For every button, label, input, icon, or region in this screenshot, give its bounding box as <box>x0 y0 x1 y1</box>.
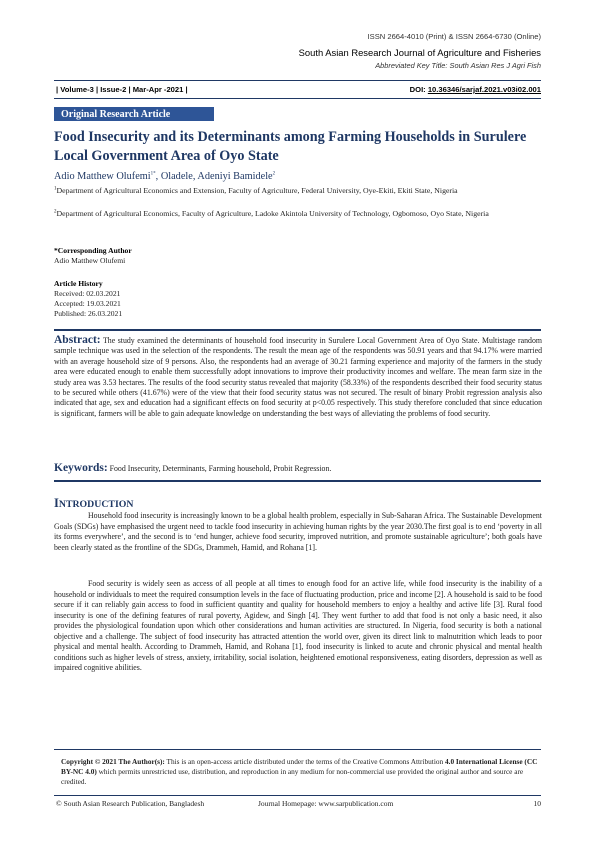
copyright-bold-1: Copyright © 2021 The Author(s): <box>61 757 165 766</box>
doi-link[interactable]: 10.36346/sarjaf.2021.v03i02.001 <box>427 85 541 94</box>
heading-rest: NTRODUCTION <box>58 499 134 510</box>
copyright-text-2: which permits unrestricted use, distribution, and reproduction in any medium for non-commercial use provided the original author and source are credited. <box>61 767 524 786</box>
author-2-sup: 2 <box>272 171 276 177</box>
heading-initial: I <box>54 496 59 510</box>
affiliation-2 <box>54 209 541 220</box>
abbreviated-title: Abbreviated Key Title: South Asian Res J Agri Fish <box>375 61 541 70</box>
doi <box>340 85 541 94</box>
issn-line: ISSN 2664-4010 (Print) & ISSN 2664-6730 (Online) <box>367 32 541 41</box>
journal-name: South Asian Research Journal of Agriculture and Fisheries <box>298 47 541 58</box>
header-rule-top <box>54 80 541 81</box>
author-line <box>54 171 534 182</box>
keywords-rule <box>54 480 541 482</box>
keywords-text: Food Insecurity, Determinants, Farming household, Probit Regression. <box>109 464 332 473</box>
keywords-label: Keywords: <box>54 462 108 474</box>
corresponding-label: *Corresponding Author <box>54 246 132 255</box>
footer-publisher: © South Asian Research Publication, Bangladesh <box>56 799 205 808</box>
copyright-rule <box>54 749 541 750</box>
abstract-rule <box>54 329 541 331</box>
article-type: Original Research Article <box>61 108 171 120</box>
copyright-text-1: This is an open-access article distributed under the terms of the Creative Commons Attribution <box>164 757 445 766</box>
intro-paragraph-1: Household food insecurity is increasingly known to be a global health problem, especially in Sub-Saharan Africa. The Sustainable Development Goals (SDGs) have emphasised the urgent need to tackle food insecurity in achieving human rights by the year 2030.The first goal is to end ‘poverty in all its forms everywhere’, and the second is to ‘end hunger, achieve food security, improved nutrition, and promote sustainable agriculture’; both goals have been clearly stated as the frontline of the SDGs, Drammeh, Hamid, and Rohana [1]. <box>54 511 542 552</box>
footer-rule <box>54 795 541 796</box>
affiliation-2-text: Department of Agricultural Economics, Faculty of Agriculture, Ladoke Akintola University of Technology, Ogbomoso, Oyo State, Nigeria <box>56 209 489 218</box>
history-received: Received: 02.03.2021 <box>54 289 121 298</box>
abstract-label: Abstract: <box>54 334 101 346</box>
author-others: , Oladele, Adeniyi Bamidele <box>155 171 273 182</box>
author-1: Adio Matthew Olufemi <box>54 171 151 182</box>
history-label: Article History <box>54 279 103 288</box>
page-number: 10 <box>533 799 541 808</box>
introduction-heading <box>54 494 133 512</box>
history-published: Published: 26.03.2021 <box>54 309 123 318</box>
history-accepted: Accepted: 19.03.2021 <box>54 299 121 308</box>
doi-label: DOI: <box>409 85 426 94</box>
affiliation-1-sup: 1 <box>54 186 57 192</box>
affiliation-1-text: Department of Agricultural Economics and Extension, Faculty of Agriculture, Federal University, Oye-Ekiti, Ekiti State, Nigeria <box>56 186 458 195</box>
affiliation-2-sup: 2 <box>54 209 57 215</box>
copyright-bold-2: 4.0 International License (CC BY-NC 4.0) <box>61 757 538 776</box>
corresponding-name: Adio Matthew Olufemi <box>54 256 126 265</box>
abstract-text: The study examined the determinants of household food insecurity in Surulere Local Government Area of Oyo State. Multistage random sample technique was used in the selection of the respondents. The result the mean age of the respondents was 50.91 years and that 94.17% were married with an average household size of 9 persons. Also, the respondents had an average of 30.21 farming experience and majority of the farmers in the study area were educated enough to enable them successfully adopt innovations to improve their productivity incomes and welfare. The mean farm size in the study area was 3.53 hectares. The results of the food security status revealed that majority (58.33%) of the respondents described their food security status to be secured while others (41.67%) were of the view that their food security status was not secured. The result of binary Probit regression analysis also indicated that age, sex and education had a significant effects on food security at p<0.05 respectively. This study therefore concluded that since education is significant, farmers will be able to gain adequate knowledge on understanding the best ways of alleviating the problems of food security. <box>54 336 542 418</box>
article-title: Food Insecurity and its Determinants among Farming Households in Surulere Local Government Area of Oyo State <box>54 129 527 164</box>
volume-issue: | Volume-3 | Issue-2 | Mar-Apr -2021 | <box>56 85 188 94</box>
keywords <box>54 462 542 474</box>
author-1-sup: 1* <box>150 171 156 177</box>
footer-homepage[interactable]: Journal Homepage: www.sarpublication.com <box>258 799 394 808</box>
copyright-notice <box>61 757 541 787</box>
abstract <box>54 335 542 419</box>
intro-paragraph-2: Food security is widely seen as access of all people at all times to enough food for an active life, while food insecurity is the inability of a household or individuals to meet the required consumption levels in the face of fluctuating production, price and income [2]. A household is said to be food secure if it can reliably gain access to food in sufficient quantity and quality for household members to enjoy a healthy and active life [3]. Rural food insecurity is one of the defining features of rural poverty, Agidew, and Singh [4]. They went further to add that food is not only a basic need, it also provides the physiological foundation upon which other considerations and human activities are structured. In Nigeria, food security is both a national objective and a challenge. The subject of food insecurity has attracted attention the world over, given its direct link to malnutrition which leads to poor physical and mental health. According to Drammeh, Hamid, and Rohana [1], food insecurity is linked to acute and chronic physical and mental health conditions such as higher levels of stress, anxiety, irritability, social isolation, heightened emotional responsiveness, eating disorders, depression as well as impaired cognitive abilities. <box>54 579 542 672</box>
affiliation-1 <box>54 186 541 197</box>
header-rule-bottom <box>54 98 541 99</box>
